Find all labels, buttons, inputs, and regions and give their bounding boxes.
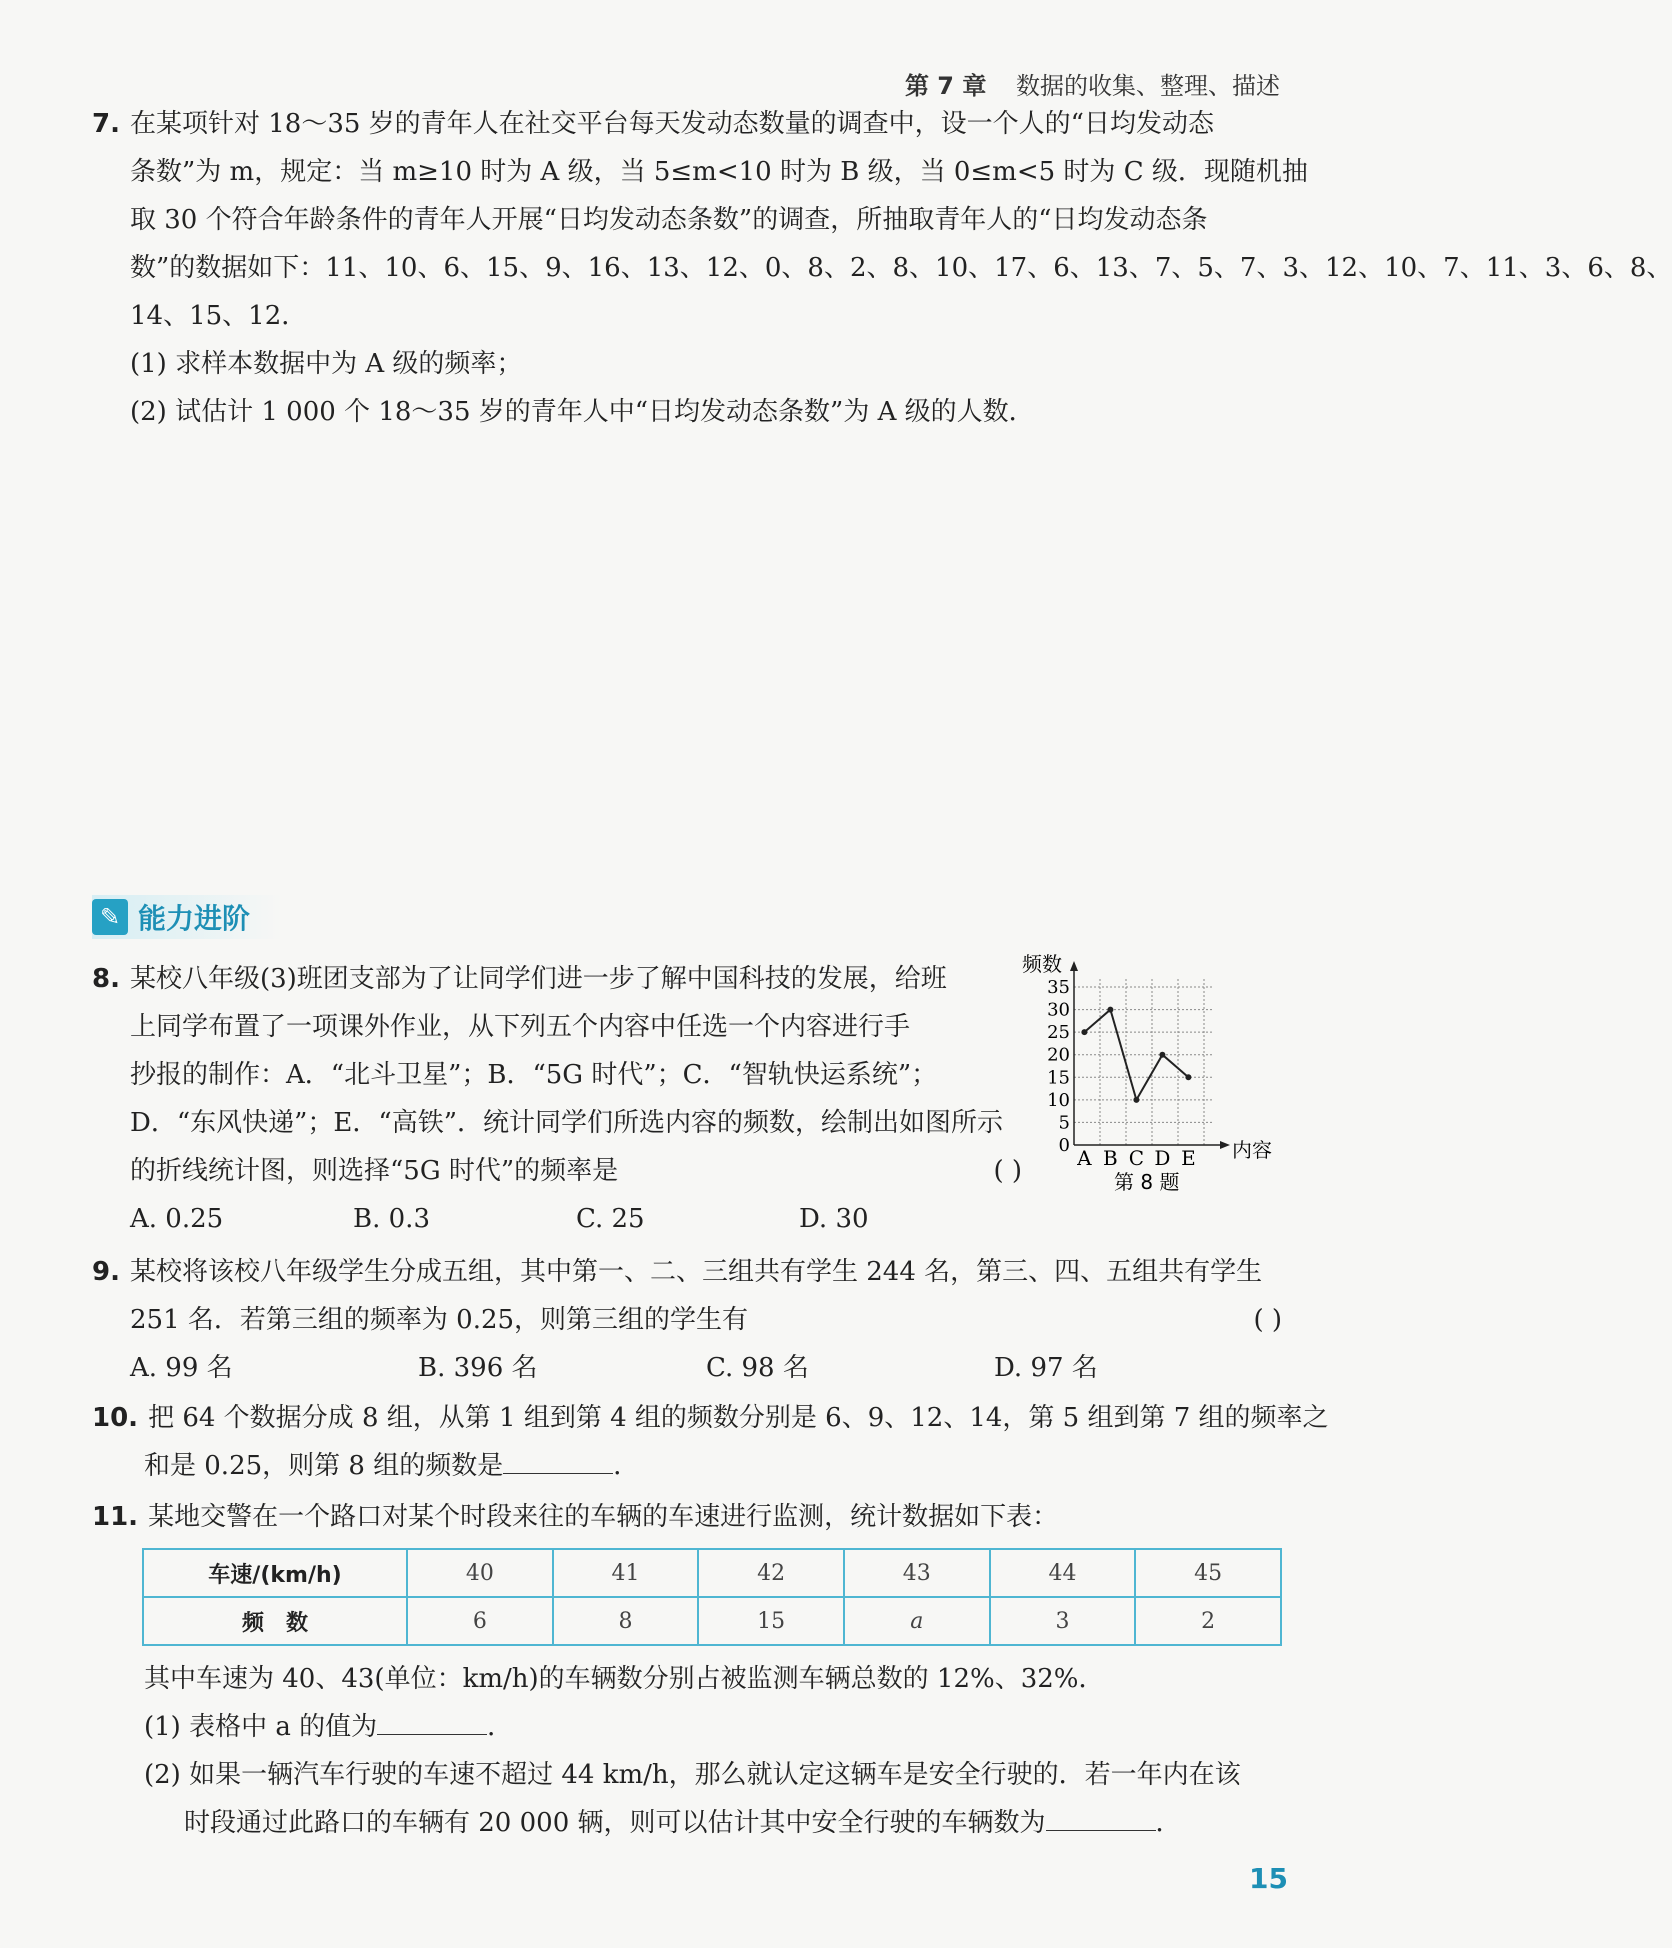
question-text-line: 把 64 个数据分成 8 组，从第 1 组到第 4 组的频数分别是 6、9、12、14，第 5 组到第 7 组的频率之: [148, 1403, 1329, 1433]
table-cell: 42: [698, 1549, 844, 1597]
question-text-line: 某校八年级(3)班团支部为了让同学们进一步了解中国科技的发展，给班: [129, 964, 947, 994]
y-tick-label: 25: [1047, 1022, 1070, 1044]
table-row: [143, 1549, 1281, 1597]
question-text-line: 时段通过此路口的车辆有 20 000 辆，则可以估计其中安全行驶的车辆数为: [184, 1808, 1046, 1838]
data-point: [1081, 1029, 1087, 1035]
section-title: [92, 895, 282, 939]
question-number: 10.: [92, 1403, 139, 1433]
subquestion-1: (1) 求样本数据中为 A 级的频率；: [130, 349, 523, 379]
y-tick-label: 0: [1058, 1135, 1070, 1156]
question-9: [92, 1248, 1282, 1392]
question-text-line: 上同学布置了一项课外作业，从下列五个内容中任选一个内容进行手: [130, 1012, 911, 1042]
table-row-header: 车速/(km/h): [143, 1549, 407, 1597]
figure-caption: 第 8 题: [1114, 1170, 1180, 1194]
subquestion-1: (1) 表格中 a 的值为: [144, 1712, 378, 1742]
question-text-line: 条数”为 m，规定：当 m≥10 时为 A 级，当 5≤m<10 时为 B 级，当 0≤m<5 时为 C 级．现随机抽: [130, 157, 1308, 187]
y-tick-label: 35: [1047, 977, 1070, 998]
option-a: A. 0.25: [130, 1204, 224, 1234]
answer-blank[interactable]: [503, 1443, 613, 1474]
y-axis-arrow: [1070, 961, 1078, 971]
answer-paren: ( ): [993, 1156, 1022, 1186]
question-number: 9.: [92, 1257, 120, 1287]
option-c: C. 25: [576, 1204, 645, 1234]
table-cell: a: [844, 1597, 990, 1645]
page-header: [905, 66, 1280, 101]
table-cell: 43: [844, 1549, 990, 1597]
data-point: [1185, 1074, 1191, 1080]
chapter-title: 数据的收集、整理、描述: [1016, 72, 1280, 100]
y-axis-label: 频数: [1022, 952, 1062, 976]
question-text-line: 的折线统计图，则选择“5G 时代”的频率是: [130, 1156, 619, 1186]
question-7: [92, 100, 1672, 436]
table-row: [143, 1597, 1281, 1645]
table-cell: 45: [1135, 1549, 1281, 1597]
page-number: 15: [1249, 1862, 1288, 1895]
table-row-header: 频 数: [143, 1597, 407, 1645]
option-d: D. 97 名: [994, 1353, 1098, 1383]
chapter-number: 第 7 章: [904, 72, 987, 100]
option-c: C. 98 名: [706, 1353, 809, 1383]
y-tick-label: 30: [1047, 999, 1070, 1021]
answer-blank[interactable]: [377, 1704, 487, 1735]
question-text-line: 和是 0.25，则第 8 组的频数是: [144, 1451, 504, 1481]
y-tick-label: 15: [1047, 1067, 1070, 1089]
question-text-line: 取 30 个符合年龄条件的青年人开展“日均发动态条数”的调查，所抽取青年人的“日均发动态条: [130, 205, 1208, 235]
y-tick-label: 10: [1047, 1089, 1070, 1111]
question-11: [92, 1493, 1282, 1541]
question-text-end: ．: [613, 1451, 640, 1481]
question-text-end: ．: [1155, 1808, 1182, 1838]
y-tick-label: 20: [1047, 1044, 1070, 1066]
answer-blank[interactable]: [1046, 1800, 1156, 1831]
question-text-line: 某地交警在一个路口对某个时段来往的车辆的车速进行监测，统计数据如下表：: [148, 1502, 1059, 1532]
table-cell: 44: [990, 1549, 1136, 1597]
table-cell: 40: [407, 1549, 553, 1597]
question-text-line: 抄报的制作：A．“北斗卫星”；B．“5G 时代”；C．“智轨快运系统”；: [130, 1060, 938, 1090]
subquestion-2: (2) 如果一辆汽车行驶的车速不超过 44 km/h，那么就认定这辆车是安全行驶的．若一年内在该: [144, 1760, 1241, 1790]
question-text-end: ．: [487, 1712, 514, 1742]
table-cell: 2: [1135, 1597, 1281, 1645]
options: [92, 1344, 1282, 1392]
x-tick-label: D: [1154, 1146, 1171, 1170]
x-tick-label: B: [1103, 1146, 1118, 1170]
question-number: 11.: [92, 1502, 139, 1532]
x-tick-label: C: [1128, 1146, 1145, 1170]
option-b: B. 0.3: [353, 1204, 430, 1234]
x-tick-label: E: [1181, 1146, 1196, 1170]
question-text-line: 14、15、12．: [130, 301, 308, 331]
table-cell: 41: [553, 1549, 699, 1597]
table-cell: 6: [407, 1597, 553, 1645]
question-number: 7.: [92, 109, 120, 139]
option-a: A. 99 名: [130, 1353, 233, 1383]
question-text-line: 251 名．若第三组的频率为 0.25，则第三组的学生有: [130, 1305, 749, 1335]
data-point: [1133, 1097, 1139, 1103]
question-11-continued: [92, 1655, 1282, 1847]
y-tick-label: 5: [1058, 1112, 1070, 1134]
subquestion-2: (2) 试估计 1 000 个 18～35 岁的青年人中“日均发动态条数”为 A 级的人数．: [130, 397, 1035, 427]
x-axis-label: 内容: [1232, 1138, 1272, 1162]
table-cell: 3: [990, 1597, 1136, 1645]
question-8: [92, 955, 1022, 1243]
question-text-line: D．“东风快递”；E．“高铁”．统计同学们所选内容的频数，绘制出如图所示: [130, 1108, 1003, 1138]
question-text-line: 数”的数据如下：11、10、6、15、9、16、13、12、0、8、2、8、10、17、6、13、7、5、7、3、12、10、7、11、3、6、8、: [130, 253, 1672, 283]
options: [92, 1195, 1022, 1243]
answer-paren: ( ): [1253, 1305, 1282, 1335]
question-note: 其中车速为 40、43(单位：km/h)的车辆数分别占被监测车辆总数的 12%、32%．: [144, 1664, 1105, 1694]
question-number: 8.: [92, 964, 120, 994]
table-cell: 8: [553, 1597, 699, 1645]
section-label: 能力进阶: [138, 902, 251, 935]
question-text-line: 在某项针对 18～35 岁的青年人在社交平台每天发动态数量的调查中，设一个人的“日均发动态: [129, 109, 1214, 139]
chart-grid: [1074, 979, 1214, 1145]
question-text-line: 某校将该校八年级学生分成五组，其中第一、二、三组共有学生 244 名，第三、四、五组共有学生: [129, 1257, 1263, 1287]
x-axis-arrow: [1220, 1141, 1230, 1149]
line-chart: [1022, 952, 1292, 1205]
pencil-icon: ✎: [92, 899, 128, 935]
option-b: B. 396 名: [418, 1353, 538, 1383]
data-point: [1159, 1052, 1165, 1058]
speed-frequency-table: [142, 1548, 1282, 1646]
question-10: [92, 1394, 1329, 1490]
option-d: D. 30: [799, 1204, 869, 1234]
chart-ticks: [1047, 977, 1196, 1170]
data-point: [1107, 1007, 1113, 1013]
x-tick-label: A: [1077, 1146, 1092, 1170]
table-cell: 15: [698, 1597, 844, 1645]
